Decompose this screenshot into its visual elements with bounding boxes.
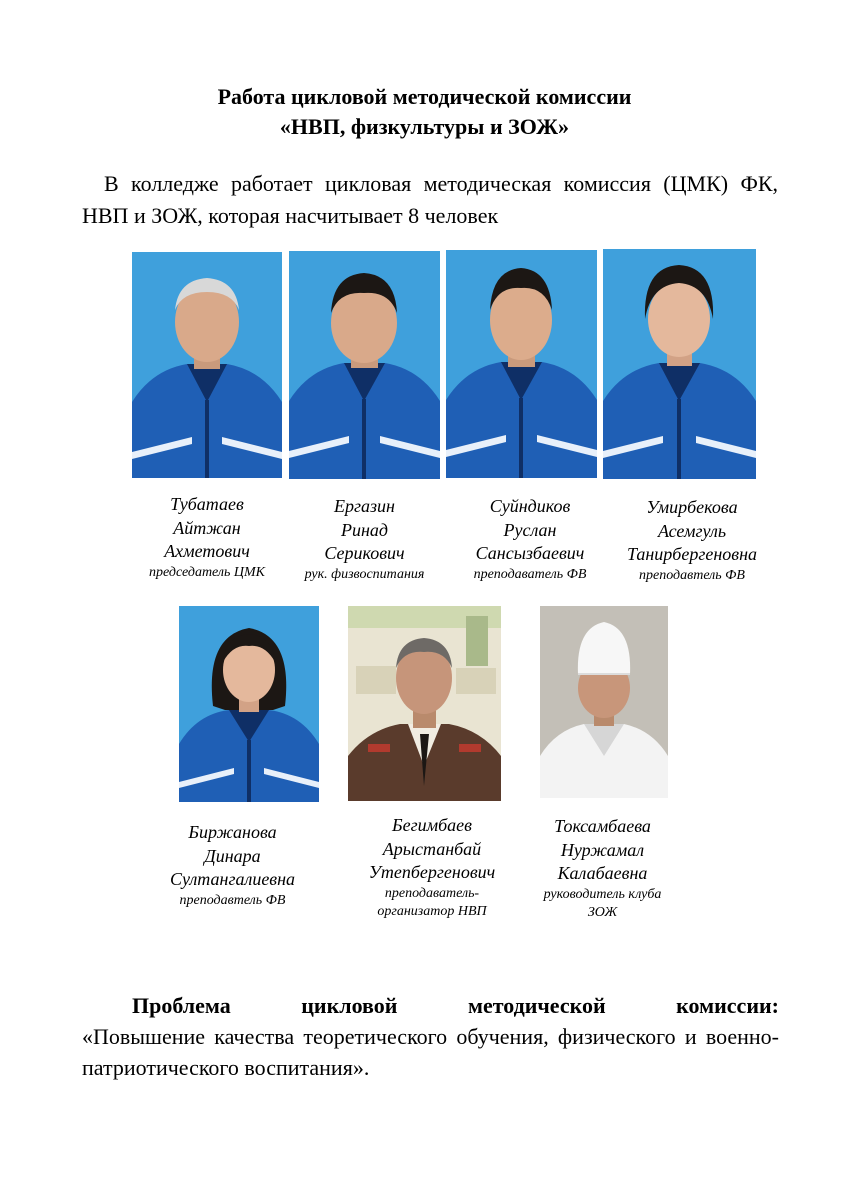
- member-name: Динара: [204, 845, 261, 866]
- member-photo-4: [603, 249, 756, 479]
- page-title: [0, 82, 849, 142]
- member-surname: Суйндиков: [489, 496, 571, 516]
- member-caption-6: [352, 814, 512, 921]
- member-caption-1: [135, 493, 279, 582]
- member-role: рук. физвоспитания: [304, 566, 425, 582]
- member-surname: Биржанова: [188, 822, 277, 842]
- member-surname: Токсамбаева: [554, 816, 651, 836]
- member-patronymic: Калабаевна: [557, 863, 648, 883]
- member-photo-1: [132, 252, 282, 478]
- member-surname: Тубатаев: [170, 494, 244, 514]
- member-name: Ринад: [340, 519, 389, 540]
- member-surname: Умирбекова: [646, 497, 738, 517]
- member-caption-5: [155, 821, 310, 910]
- member-patronymic: Сансызбаевич: [475, 543, 585, 563]
- member-name: Асемгуль: [657, 520, 727, 541]
- member-photo-5: [179, 606, 319, 802]
- member-patronymic: Утепбергенович: [368, 862, 496, 882]
- member-role: преподавтель ФВ: [639, 567, 745, 583]
- member-role: преподаватель-организатор НВП: [377, 885, 487, 919]
- intro-paragraph: В колледже работает цикловая методическая комиссия (ЦМК) ФК, НВП и ЗОЖ, которая насчитывает 8 человек: [82, 171, 778, 228]
- member-patronymic: Ахметович: [164, 541, 250, 561]
- member-photo-6: [348, 606, 501, 801]
- member-patronymic: Танирбергеновна: [626, 544, 758, 564]
- member-photo-7: [540, 606, 668, 798]
- member-patronymic: Султангалиевна: [169, 869, 296, 889]
- member-patronymic: Серикович: [324, 543, 405, 563]
- problem-statement: [82, 990, 779, 1083]
- member-surname: Ергазин: [334, 496, 395, 516]
- member-photo-3: [446, 250, 597, 478]
- member-caption-7: [520, 815, 685, 922]
- member-caption-4: [608, 496, 776, 585]
- member-photo-2: [289, 251, 440, 479]
- member-name: Арыстанбай: [382, 838, 482, 859]
- title-line-2: «НВП, физкультуры и ЗОЖ»: [279, 114, 570, 139]
- problem-text: «Повышение качества теоретического обучения, физического и военно-патриотического воспитания».: [82, 1024, 779, 1080]
- member-name: Айтжан: [173, 517, 241, 538]
- member-caption-2: [283, 495, 446, 584]
- member-role: преподаватель ФВ: [473, 566, 587, 582]
- member-caption-3: [450, 495, 610, 584]
- member-name: Руслан: [503, 519, 557, 540]
- member-role: преподавтель ФВ: [179, 892, 286, 908]
- member-surname: Бегимбаев: [392, 815, 472, 835]
- problem-heading: Проблема цикловой методической комиссии:: [132, 993, 779, 1018]
- member-name: Нуржамал: [560, 839, 645, 860]
- member-role: председатель ЦМК: [149, 564, 265, 580]
- member-role: руководитель клуба ЗОЖ: [543, 886, 662, 920]
- title-line-1: Работа цикловой методической комиссии: [217, 84, 632, 109]
